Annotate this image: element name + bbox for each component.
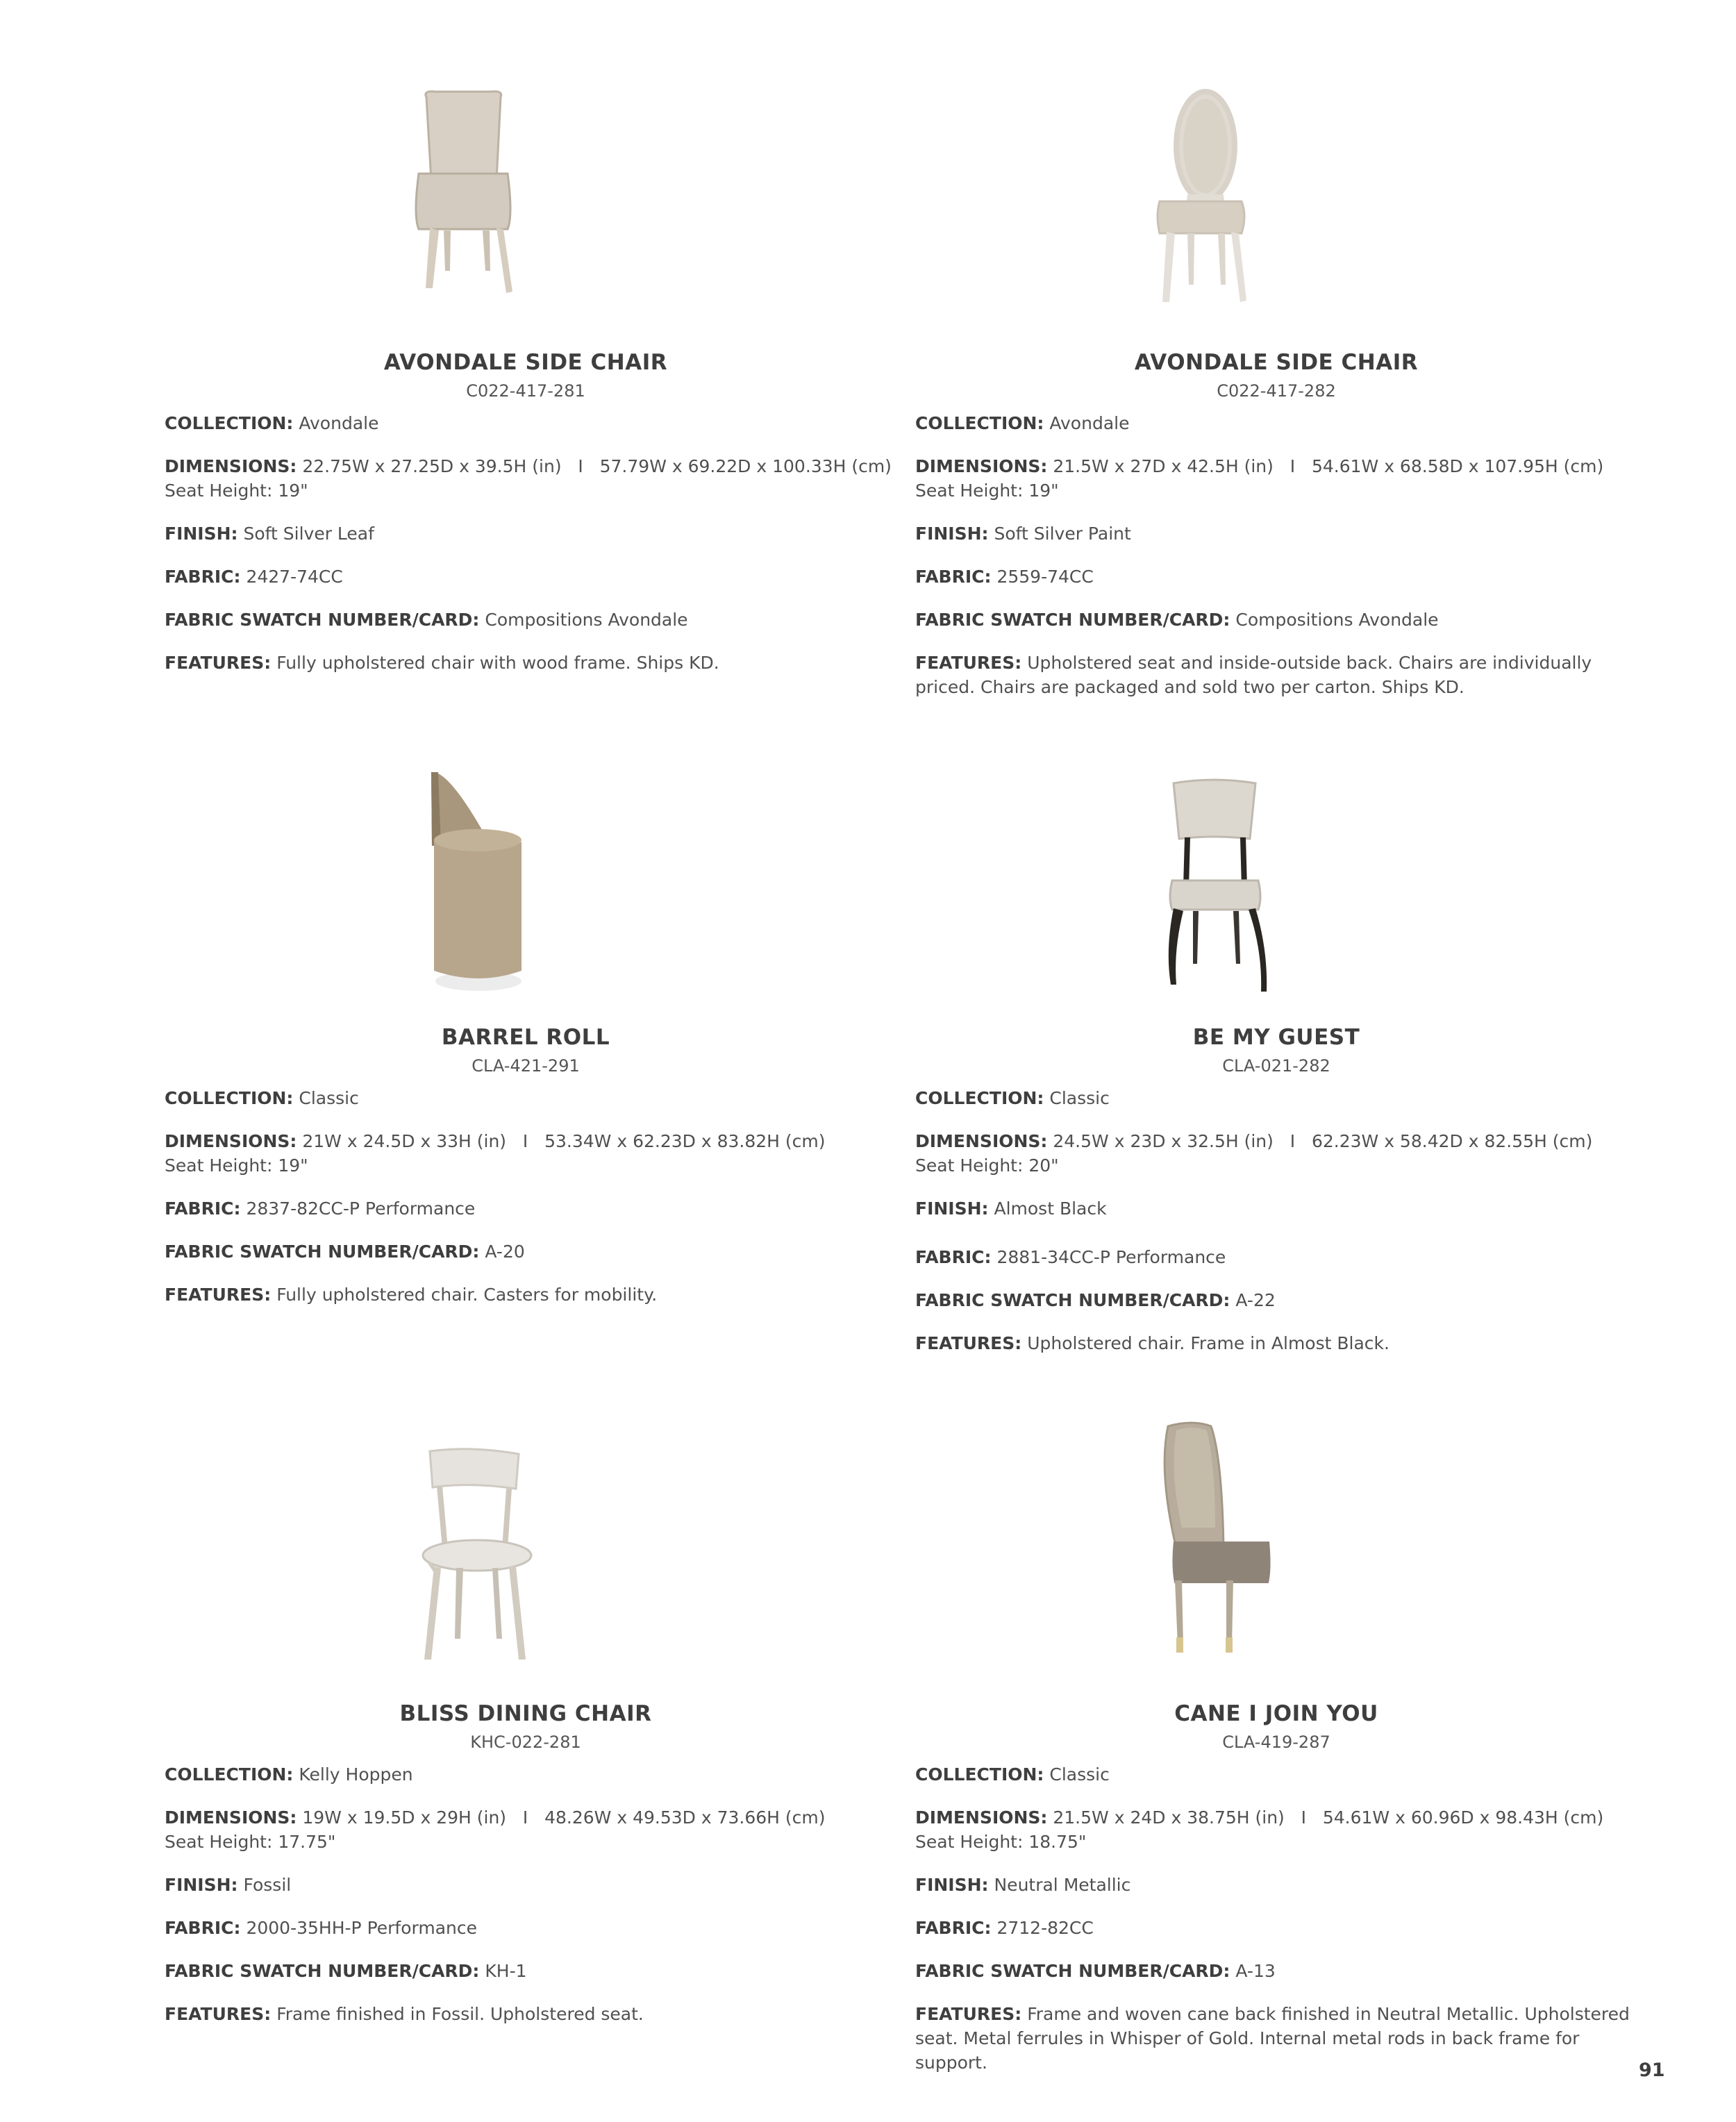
label-collection: COLLECTION: <box>165 413 294 433</box>
spec-swatch <box>915 608 1651 632</box>
spec-dimensions <box>165 1805 901 1854</box>
finish-value: Soft Silver Leaf <box>243 524 374 544</box>
collection-value: Avondale <box>1049 413 1130 433</box>
spec-features <box>165 2002 901 2026</box>
swatch-value: A-20 <box>485 1242 525 1262</box>
seat-height: Seat Height: 19" <box>915 481 1059 501</box>
spec-collection <box>915 1762 1651 1787</box>
chair-image <box>165 76 887 326</box>
label-swatch: FABRIC SWATCH NUMBER/CARD: <box>165 610 480 630</box>
spec-swatch <box>915 1288 1651 1312</box>
spec-swatch <box>915 1959 1651 1983</box>
spec-fabric <box>915 1245 1651 1269</box>
chair-photo-barrel-roll <box>165 762 887 1012</box>
features-value: Upholstered seat and inside-outside back. Chairs are individually priced. Chairs are packaged and sold two per carton. Ships KD. <box>915 653 1592 697</box>
spec-collection <box>915 1086 1651 1110</box>
spec-finish <box>915 1196 1651 1221</box>
chair-image <box>915 762 1637 1012</box>
product-sku: KHC-022-281 <box>470 1732 581 1752</box>
product-name: BE MY GUEST <box>1192 1025 1360 1050</box>
label-fabric: FABRIC: <box>915 1247 992 1267</box>
collection-value: Classic <box>1049 1088 1110 1108</box>
spec-finish <box>165 521 901 546</box>
fabric-value: 2427-74CC <box>246 567 343 587</box>
label-collection: COLLECTION: <box>915 1764 1044 1785</box>
spec-features <box>915 1331 1651 1355</box>
spec-fabric <box>165 565 901 589</box>
label-features: FEATURES: <box>915 1333 1022 1353</box>
label-features: FEATURES: <box>165 1285 272 1305</box>
spec-fabric <box>915 1916 1651 1940</box>
spec-collection <box>165 1762 901 1787</box>
product-sku: C022-417-281 <box>466 381 585 401</box>
product-name: CANE I JOIN YOU <box>1174 1701 1378 1726</box>
product-name: AVONDALE SIDE CHAIR <box>1134 350 1419 375</box>
seat-height: Seat Height: 20" <box>915 1155 1059 1176</box>
label-swatch: FABRIC SWATCH NUMBER/CARD: <box>165 1242 480 1262</box>
product-name: AVONDALE SIDE CHAIR <box>383 350 668 375</box>
finish-value: Soft Silver Paint <box>994 524 1131 544</box>
product-name: BLISS DINING CHAIR <box>399 1701 652 1726</box>
spec-dimensions <box>915 1129 1651 1178</box>
spec-finish <box>165 1873 901 1897</box>
label-dimensions: DIMENSIONS: <box>915 1131 1048 1151</box>
label-finish: FINISH: <box>915 524 989 544</box>
seat-height: Seat Height: 18.75" <box>915 1832 1087 1852</box>
label-swatch: FABRIC SWATCH NUMBER/CARD: <box>915 610 1230 630</box>
dimensions-value: 24.5W x 23D x 32.5H (in) I 62.23W x 58.42D x 82.55H (cm) <box>1053 1131 1593 1151</box>
swatch-value: KH-1 <box>485 1961 527 1981</box>
product-name: BARREL ROLL <box>441 1025 610 1050</box>
label-fabric: FABRIC: <box>165 567 241 587</box>
spec-fabric <box>165 1916 901 1940</box>
spec-fabric <box>915 565 1651 589</box>
label-dimensions: DIMENSIONS: <box>915 456 1048 476</box>
spec-collection <box>915 411 1651 435</box>
spec-swatch <box>165 1239 901 1264</box>
spec-finish <box>915 521 1651 546</box>
chair-image <box>165 762 887 1012</box>
collection-value: Classic <box>1049 1764 1110 1785</box>
chair-photo-be-my-guest <box>915 762 1637 1012</box>
collection-value: Kelly Hoppen <box>299 1764 413 1785</box>
label-fabric: FABRIC: <box>915 567 992 587</box>
product-sku: CLA-421-291 <box>471 1056 580 1076</box>
chair-photo-avondale-281 <box>165 76 887 326</box>
label-finish: FINISH: <box>915 1198 989 1219</box>
label-features: FEATURES: <box>915 2004 1022 2024</box>
label-fabric: FABRIC: <box>165 1918 241 1938</box>
chair-image <box>915 76 1637 326</box>
finish-value: Neutral Metallic <box>994 1875 1131 1895</box>
spec-dimensions <box>915 454 1651 503</box>
dimensions-value: 22.75W x 27.25D x 39.5H (in) I 57.79W x 69.22D x 100.33H (cm) <box>302 456 892 476</box>
label-fabric: FABRIC: <box>915 1918 992 1938</box>
product-sku: C022-417-282 <box>1217 381 1336 401</box>
label-collection: COLLECTION: <box>915 413 1044 433</box>
swatch-value: Compositions Avondale <box>485 610 688 630</box>
finish-value: Fossil <box>243 1875 292 1895</box>
spec-finish <box>915 1873 1651 1897</box>
swatch-value: A-22 <box>1235 1290 1276 1310</box>
dimensions-value: 21.5W x 27D x 42.5H (in) I 54.61W x 68.58D x 107.95H (cm) <box>1053 456 1604 476</box>
product-sku: CLA-419-287 <box>1222 1732 1330 1752</box>
label-dimensions: DIMENSIONS: <box>915 1807 1048 1828</box>
spec-dimensions <box>165 454 901 503</box>
label-dimensions: DIMENSIONS: <box>165 1807 297 1828</box>
finish-value: Almost Black <box>994 1198 1107 1219</box>
label-swatch: FABRIC SWATCH NUMBER/CARD: <box>165 1961 480 1981</box>
label-finish: FINISH: <box>165 1875 238 1895</box>
spec-collection <box>165 411 901 435</box>
seat-height: Seat Height: 19" <box>165 481 308 501</box>
label-dimensions: DIMENSIONS: <box>165 1131 297 1151</box>
chair-photo-avondale-282 <box>915 76 1637 326</box>
spec-swatch <box>165 608 901 632</box>
features-value: Frame finished in Fossil. Upholstered seat. <box>276 2004 644 2024</box>
spec-dimensions <box>915 1805 1651 1854</box>
spec-collection <box>165 1086 901 1110</box>
fabric-value: 2712-82CC <box>996 1918 1094 1938</box>
features-value: Upholstered chair. Frame in Almost Black. <box>1027 1333 1389 1353</box>
label-features: FEATURES: <box>165 653 272 673</box>
collection-value: Avondale <box>299 413 379 433</box>
label-collection: COLLECTION: <box>165 1088 294 1108</box>
chair-photo-cane <box>915 1417 1637 1666</box>
label-fabric: FABRIC: <box>165 1198 241 1219</box>
fabric-value: 2881-34CC-P Performance <box>996 1247 1226 1267</box>
swatch-value: A-13 <box>1235 1961 1276 1981</box>
dimensions-value: 21.5W x 24D x 38.75H (in) I 54.61W x 60.96D x 98.43H (cm) <box>1053 1807 1604 1828</box>
collection-value: Classic <box>299 1088 359 1108</box>
swatch-value: Compositions Avondale <box>1235 610 1439 630</box>
spec-swatch <box>165 1959 901 1983</box>
product-sku: CLA-021-282 <box>1222 1056 1330 1076</box>
spec-features <box>165 651 901 675</box>
chair-image <box>915 1417 1637 1666</box>
fabric-value: 2837-82CC-P Performance <box>246 1198 476 1219</box>
label-swatch: FABRIC SWATCH NUMBER/CARD: <box>915 1290 1230 1310</box>
label-features: FEATURES: <box>915 653 1022 673</box>
features-value: Fully upholstered chair. Casters for mobility. <box>276 1285 658 1305</box>
label-dimensions: DIMENSIONS: <box>165 456 297 476</box>
dimensions-value: 21W x 24.5D x 33H (in) I 53.34W x 62.23D x 83.82H (cm) <box>302 1131 826 1151</box>
label-swatch: FABRIC SWATCH NUMBER/CARD: <box>915 1961 1230 1981</box>
label-finish: FINISH: <box>915 1875 989 1895</box>
chair-image <box>165 1430 887 1680</box>
seat-height: Seat Height: 19" <box>165 1155 308 1176</box>
features-value: Frame and woven cane back finished in Neutral Metallic. Upholstered seat. Metal ferrules in Whisper of Gold. Internal metal rods in back frame for support. <box>915 2004 1630 2073</box>
fabric-value: 2559-74CC <box>996 567 1094 587</box>
spec-fabric <box>165 1196 901 1221</box>
spec-dimensions <box>165 1129 901 1178</box>
fabric-value: 2000-35HH-P Performance <box>246 1918 477 1938</box>
dimensions-value: 19W x 19.5D x 29H (in) I 48.26W x 49.53D x 73.66H (cm) <box>302 1807 826 1828</box>
label-features: FEATURES: <box>165 2004 272 2024</box>
page-number: 91 <box>1639 2060 1665 2081</box>
spec-features <box>915 651 1651 699</box>
seat-height: Seat Height: 17.75" <box>165 1832 336 1852</box>
label-collection: COLLECTION: <box>915 1088 1044 1108</box>
spec-features <box>915 2002 1651 2075</box>
label-finish: FINISH: <box>165 524 238 544</box>
label-collection: COLLECTION: <box>165 1764 294 1785</box>
chair-photo-bliss <box>165 1430 887 1680</box>
spec-features <box>165 1283 901 1307</box>
features-value: Fully upholstered chair with wood frame. Ships KD. <box>276 653 719 673</box>
